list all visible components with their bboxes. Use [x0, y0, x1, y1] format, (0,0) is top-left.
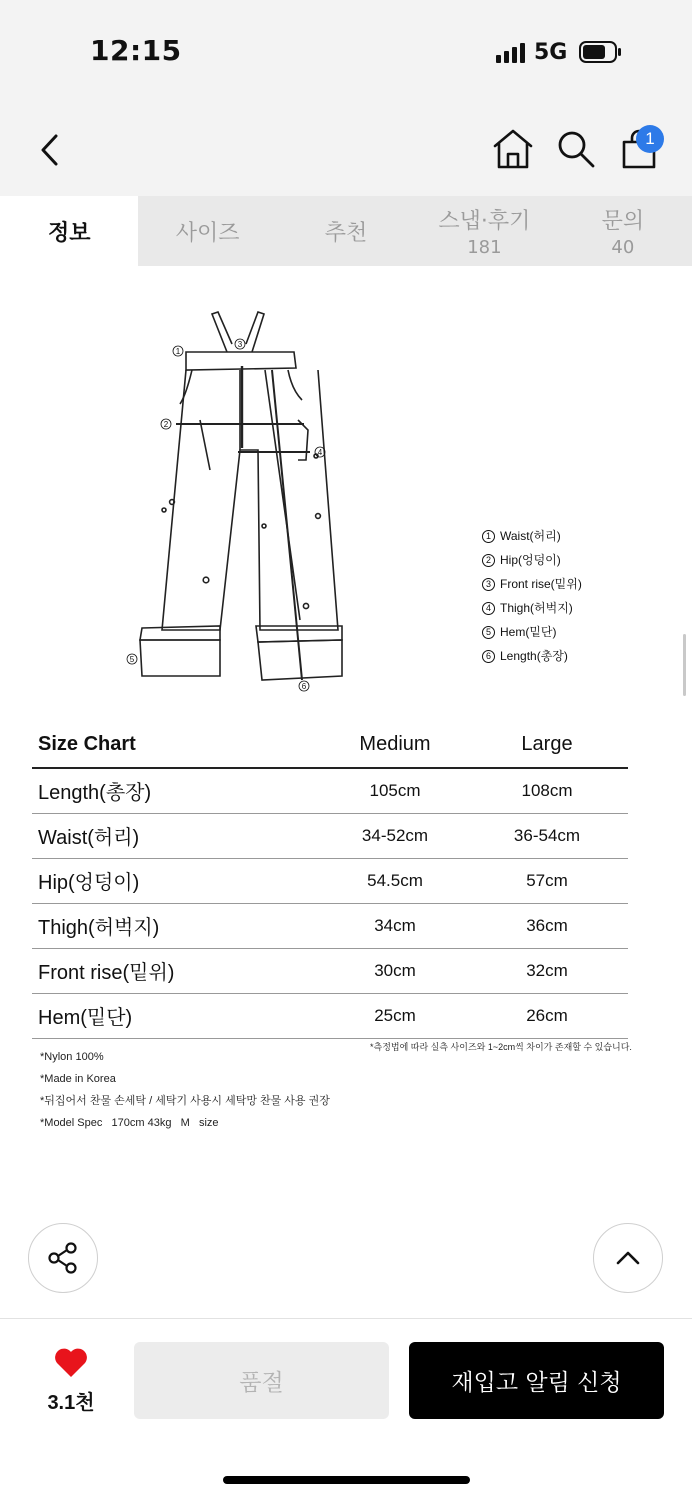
- size-chart-table: [32, 722, 628, 1039]
- legend-text: Hip(엉덩이): [500, 553, 561, 567]
- legend-item: [482, 572, 582, 596]
- table-row: [32, 993, 628, 1038]
- row-label: Waist(허리): [32, 813, 324, 858]
- tab-label: 추천: [324, 220, 368, 246]
- legend-text: Hem(밑단): [500, 625, 557, 639]
- search-button[interactable]: [553, 126, 599, 172]
- legend-text: Length(총장): [500, 649, 568, 663]
- like-count: 3.1천: [47, 1392, 95, 1414]
- note-line: *Model Spec 170cm 43kg M size: [40, 1117, 219, 1129]
- header-medium: Medium: [324, 722, 466, 768]
- restock-alert-button[interactable]: [409, 1342, 664, 1419]
- large-value: 32cm: [466, 948, 628, 993]
- row-label: Thigh(허벅지): [32, 903, 324, 948]
- medium-value: 34cm: [324, 903, 466, 948]
- status-time: 12:15: [90, 34, 182, 67]
- medium-value: 54.5cm: [324, 858, 466, 903]
- table-header-row: [32, 722, 628, 768]
- legend-number: 5: [482, 626, 495, 639]
- table-row: [32, 768, 628, 813]
- legend-item: [482, 644, 582, 668]
- large-value: 108cm: [466, 768, 628, 813]
- tab-label: 정보: [47, 220, 91, 246]
- legend-text: Thigh(허벅지): [500, 601, 573, 615]
- product-tabs: [0, 196, 692, 266]
- legend-text: Waist(허리): [500, 529, 561, 543]
- share-icon: [45, 1240, 81, 1276]
- svg-text:5: 5: [129, 655, 135, 664]
- large-value: 36cm: [466, 903, 628, 948]
- large-value: 36-54cm: [466, 813, 628, 858]
- chevron-up-icon: [613, 1243, 643, 1273]
- home-icon: [490, 126, 536, 172]
- table-row: [32, 858, 628, 903]
- svg-text:4: 4: [317, 448, 323, 457]
- legend-item: [482, 620, 582, 644]
- table-row: [32, 903, 628, 948]
- top-header-area: [0, 0, 692, 196]
- large-value: 57cm: [466, 858, 628, 903]
- header-large: Large: [466, 722, 628, 768]
- table-row: [32, 813, 628, 858]
- tab-size[interactable]: [138, 196, 276, 266]
- product-notes: [40, 1046, 330, 1134]
- medium-value: 25cm: [324, 993, 466, 1038]
- legend-item: [482, 548, 582, 572]
- tab-count: 181: [467, 237, 502, 258]
- network-type: 5G: [534, 39, 568, 65]
- medium-value: 30cm: [324, 948, 466, 993]
- scroll-to-top-button[interactable]: [593, 1223, 663, 1293]
- row-label: Front rise(밑위): [32, 948, 324, 993]
- svg-text:1: 1: [175, 347, 181, 356]
- row-label: Hip(엉덩이): [32, 858, 324, 903]
- legend-text: Front rise(밑위): [500, 577, 582, 591]
- tab-recommend[interactable]: [277, 196, 415, 266]
- legend-number: 4: [482, 602, 495, 615]
- table-row: [32, 948, 628, 993]
- tab-label: 문의: [601, 209, 645, 234]
- header-size-chart: Size Chart: [32, 722, 324, 768]
- back-button[interactable]: [34, 128, 68, 172]
- home-button[interactable]: [490, 126, 536, 172]
- medium-value: 105cm: [324, 768, 466, 813]
- status-indicators: [496, 38, 623, 66]
- tab-count: 40: [611, 237, 635, 258]
- sold-out-button[interactable]: [134, 1342, 389, 1419]
- search-icon: [553, 126, 599, 172]
- tab-info[interactable]: [0, 196, 138, 266]
- svg-text:3: 3: [237, 340, 243, 349]
- diagram-legend: [482, 524, 582, 668]
- scrollbar[interactable]: [683, 634, 686, 696]
- tab-label: 스냅·후기: [438, 209, 531, 234]
- legend-number: 6: [482, 650, 495, 663]
- legend-item: [482, 524, 582, 548]
- measurement-note: *측정법에 따라 실측 사이즈와 1~2cm씩 차이가 존재할 수 있습니다.: [370, 1042, 632, 1052]
- medium-value: 34-52cm: [324, 813, 466, 858]
- tab-inquiry[interactable]: [554, 196, 692, 266]
- legend-number: 3: [482, 578, 495, 591]
- home-indicator[interactable]: [223, 1476, 470, 1484]
- note-line: *뒤집어서 찬물 손세탁 / 세탁기 사용시 세탁망 찬물 사용 권장: [40, 1095, 330, 1107]
- row-label: Length(총장): [32, 768, 324, 813]
- battery-icon: [579, 41, 623, 63]
- row-label: Hem(밑단): [32, 993, 324, 1038]
- legend-item: [482, 596, 582, 620]
- svg-text:6: 6: [301, 682, 307, 691]
- svg-text:2: 2: [163, 420, 169, 429]
- restock-alert-label: 재입고 알림 신청: [451, 1370, 622, 1396]
- legend-number: 1: [482, 530, 495, 543]
- signal-icon: [496, 41, 525, 63]
- tab-label: 사이즈: [175, 220, 240, 246]
- note-line: *Nylon 100%: [40, 1051, 104, 1063]
- legend-number: 2: [482, 554, 495, 567]
- large-value: 26cm: [466, 993, 628, 1038]
- heart-icon: [53, 1346, 89, 1378]
- note-line: *Made in Korea: [40, 1073, 116, 1085]
- cart-count-badge: 1: [636, 125, 664, 153]
- tab-snap-review[interactable]: [415, 196, 553, 266]
- sold-out-label: 품절: [239, 1370, 284, 1396]
- share-button[interactable]: [28, 1223, 98, 1293]
- chevron-left-icon: [34, 128, 68, 172]
- like-button[interactable]: [40, 1346, 102, 1415]
